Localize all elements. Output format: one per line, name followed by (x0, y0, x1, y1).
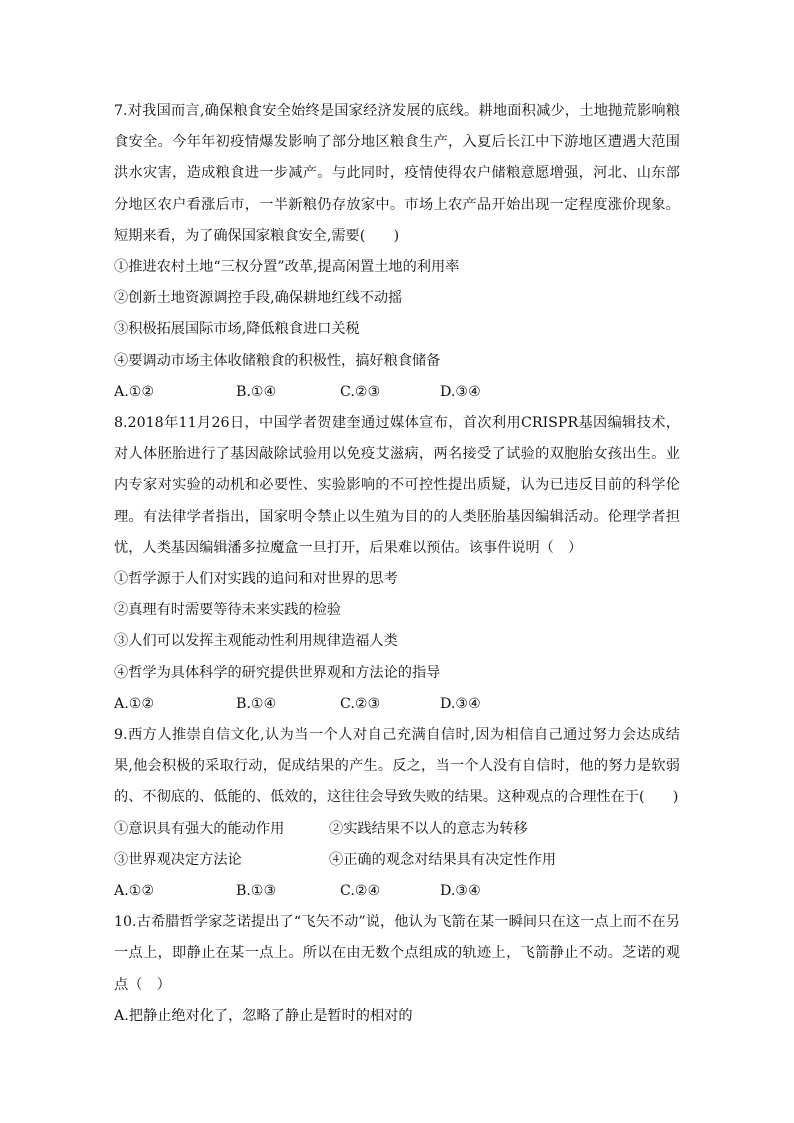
question-9-option-1: ①意识具有强大的能动作用 (114, 820, 285, 837)
question-9-choice-c: C.②④ (340, 883, 381, 900)
question-7-choice-d: D.③④ (440, 383, 481, 400)
question-8-option-2: ②真理有时需要等待未来实践的检验 (114, 602, 342, 619)
question-8-stem: 8.2018年11月26日，中国学者贺建奎通过媒体宣布，首次利用CRISPR基因编辑技术，对人体胚胎进行了基因敲除试验用以免疫艾滋病，两名接受了试验的双胞胎女孩出生。业内专家对实验的动机和必要性、实验影响的不可控性提出质疑，认为已违反目前的科学伦理。有法律学者指出，国家明令禁止以生殖为目的的人类胚胎基因编辑活动。伦理学者担忧，人类基因编辑潘多拉魔盒一旦打开，后果难以预估。该事件说明（ ） (114, 415, 680, 556)
question-10-option-a: A.把静止绝对化了，忽略了静止是暂时的相对的 (114, 1007, 413, 1024)
question-7-choices (114, 377, 680, 408)
question-9-choices (114, 876, 680, 907)
question-7-option-3: ③积极拓展国际市场,降低粮食进口关税 (114, 321, 360, 338)
question-9-options-row-1 (114, 814, 680, 845)
question-8-option-1: ①哲学源于人们对实践的追问和对世界的思考 (114, 571, 398, 588)
question-8-option-3: ③人们可以发挥主观能动性利用规律造福人类 (114, 633, 398, 650)
question-7-choice-a: A.①② (114, 383, 155, 400)
question-8-option-4: ④哲学为具体科学的研究提供世界观和方法论的指导 (114, 664, 441, 681)
question-7-option-1: ①推进农村土地“三权分置”改革,提高闲置土地的利用率 (114, 259, 460, 276)
question-9-option-4: ④正确的观念对结果具有决定性作用 (329, 851, 557, 868)
question-8-choice-a: A.①② (114, 695, 155, 712)
question-7-stem: 7.对我国而言,确保粮食安全始终是国家经济发展的底线。耕地面积减少，土地抛荒影响粮食安全。今年年初疫情爆发影响了部分地区粮食生产，入夏后长江中下游地区遭遇大范围洪水灾害，造成粮食进一步减产。与此同时，疫情使得农户储粮意愿增强，河北、山东部分地区农户看涨后市，一半新粮仍存放家中。市场上农产品开始出现一定程度涨价现象。短期来看，为了确保国家粮食安全,需要( ) (114, 103, 680, 244)
question-7-option-2: ②创新土地资源调控手段,确保耕地红线不动摇 (114, 290, 403, 307)
question-7-option-4: ④要调动市场主体收储粮食的积极性，搞好粮食储备 (114, 352, 441, 369)
question-9-choice-b: B.①③ (236, 883, 277, 900)
question-8-choices (114, 689, 680, 720)
question-9-option-3: ③世界观决定方法论 (114, 851, 242, 868)
question-9-options-row-2 (114, 845, 680, 876)
question-7-choice-c: C.②③ (340, 383, 381, 400)
question-9-choice-a: A.①② (114, 883, 155, 900)
question-8-choice-c: C.②③ (340, 695, 381, 712)
question-9-choice-d: D.③④ (440, 883, 481, 900)
question-9-stem: 9.西方人推崇自信文化,认为当一个人对自己充满自信时,因为相信自己通过努力会达成结果,他会积极的采取行动，促成结果的产生。反之，当一个人没有自信时，他的努力是软弱的、不彻底的、低能的、低效的，这往往会导致失败的结果。这种观点的合理性在于( ) (114, 727, 680, 806)
question-8-choice-d: D.③④ (440, 695, 481, 712)
question-content (114, 96, 680, 1032)
question-7-choice-b: B.①④ (236, 383, 277, 400)
question-8-choice-b: B.①④ (236, 695, 277, 712)
question-10-stem: 10.古希腊哲学家芝诺提出了“飞矢不动”说，他认为飞箭在某一瞬间只在这一点上而不在另一点上，即静止在某一点上。所以在由无数个点组成的轨迹上，飞箭静止不动。芝诺的观点（ ） (114, 914, 680, 993)
question-9-option-2: ②实践结果不以人的意志为转移 (329, 820, 528, 837)
